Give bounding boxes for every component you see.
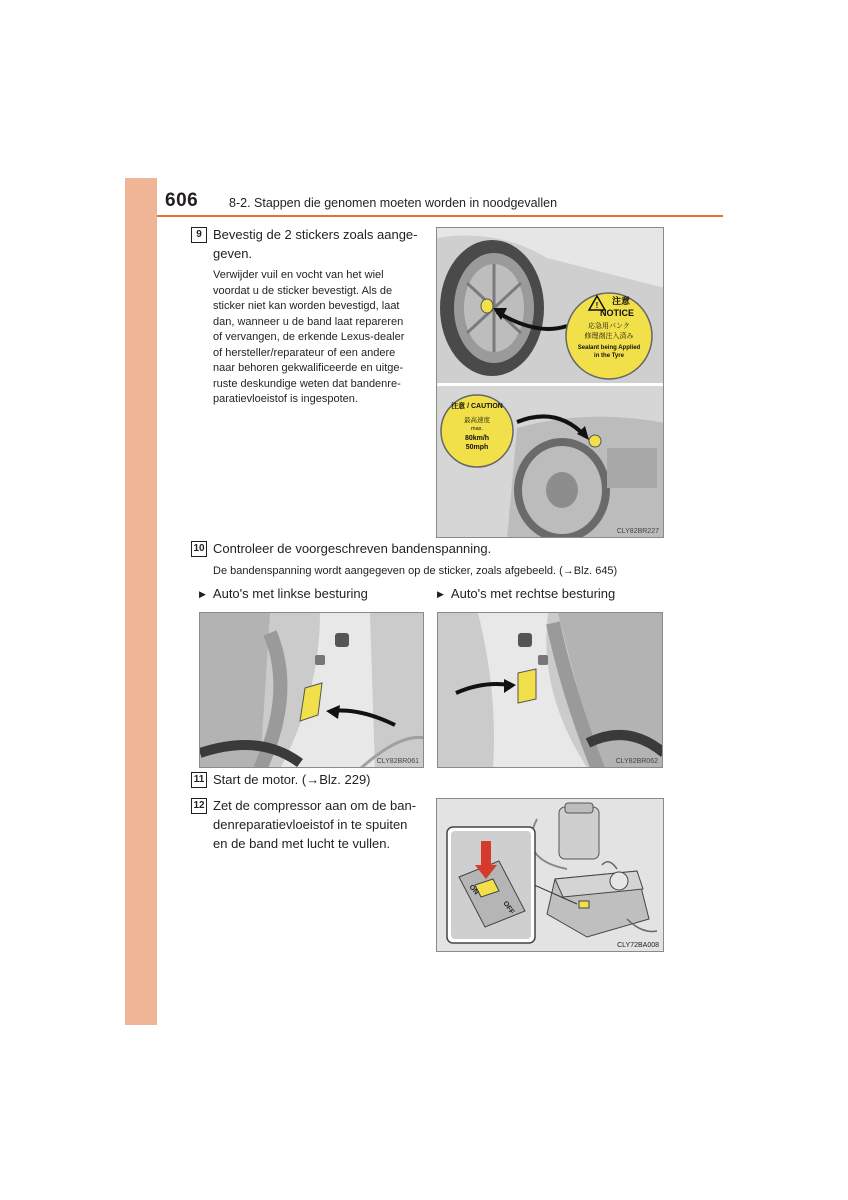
bullet-left-drive: [199, 586, 368, 601]
step-9-note-line: of vervangen, de erkende Lexus-dealer: [213, 331, 405, 343]
figure-code: CLY82BR062: [615, 758, 658, 765]
notice-jp-text-1: 応急用パンク: [588, 323, 630, 330]
step-9-note-line: paratievloeistof is ingespoten.: [213, 393, 358, 405]
figure-code: CLY82BR061: [376, 758, 419, 765]
step-9-text: Bevestig de 2 stickers zoals aange-geven.: [213, 227, 418, 261]
notice-label: NOTICE: [599, 308, 635, 318]
compressor-figure: [436, 798, 664, 952]
step-10-number: 10: [191, 541, 207, 557]
page-number: 606: [165, 190, 199, 211]
caution-jp: 最高速度: [464, 417, 490, 424]
door-right-figure: [437, 612, 663, 768]
bullet-left-label: Auto's met linkse besturing: [212, 586, 368, 601]
figure-code: CLY72BA008: [617, 942, 659, 949]
notice-jp-title: 注意: [611, 296, 631, 306]
step-9-note-line: Verwijder vuil en vocht van het wiel: [213, 269, 384, 281]
section-title: 8-2. Stappen die genomen moeten worden in noodgevallen: [229, 196, 558, 210]
step-12-text: [213, 796, 423, 853]
step-10-text: Controleer de voorgeschreven bandenspanning.: [213, 541, 492, 556]
notice-en-2: in the Tyre: [594, 353, 624, 359]
step-11-number: 11: [191, 772, 207, 788]
step-12-text-line: denreparatievloeistof in te spuiten: [213, 817, 408, 832]
step-12-text-line: Zet de compressor aan om de ban-: [213, 798, 417, 813]
switch-off-label: OFF: [501, 900, 516, 916]
step-9-note-line: naar behoren gekwalificeerde en uitge-: [213, 362, 404, 374]
switch-on-label: ON: [467, 883, 480, 897]
sticker-figure: [436, 227, 664, 538]
caution-label: 注意 / CAUTION: [451, 403, 503, 410]
bullet-triangle-icon: ▶: [199, 589, 206, 599]
svg-text:!: !: [595, 301, 599, 310]
bullet-right-drive: [437, 586, 615, 601]
step-12-text-line: en de band met lucht te vullen.: [213, 836, 391, 851]
step-9-note-line: voordat u de sticker bevestigt. Als de: [213, 284, 393, 297]
step-9-note-line: sticker niet kan worden bevestigd, laat: [213, 300, 400, 312]
step-9-note-line: dan, wanneer u de band laat repareren: [213, 315, 404, 328]
bullet-right-label: Auto's met rechtse besturing: [450, 586, 616, 601]
figure-code: CLY82BR227: [616, 528, 659, 535]
step-10-note: De bandenspanning wordt aangegeven op de sticker, zoals afgebeeld. (→Blz. 645): [213, 565, 618, 577]
caution-max: max.: [471, 426, 483, 432]
notice-jp-text-2: 修理剤注入済み: [584, 333, 634, 340]
bullet-triangle-icon: ▶: [437, 589, 444, 599]
step-9-note-line: of hersteller/reparateur of een andere: [213, 346, 396, 359]
step-11-text: Start de motor. (→Blz. 229): [213, 772, 371, 787]
step-9-note-line: ruste deskundige weten dat bandenre-: [213, 377, 401, 390]
step-9-number: 9: [191, 227, 207, 243]
notice-en-1: Sealant being Applied: [577, 345, 641, 351]
chapter-side-tab: [125, 178, 157, 1025]
step-9-note: [213, 268, 423, 408]
step-12-number: 12: [191, 798, 207, 814]
caution-mph: 50mph: [465, 444, 489, 451]
caution-kmh: 80km/h: [464, 435, 490, 442]
header-rule: [157, 215, 723, 217]
door-left-figure: [199, 612, 424, 768]
